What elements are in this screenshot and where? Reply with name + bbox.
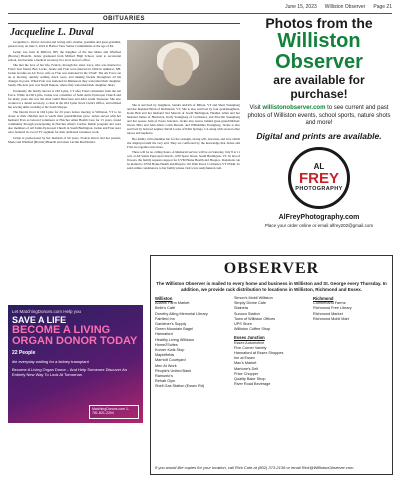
location-item: Home2Suites <box>155 342 178 347</box>
williston-list <box>155 296 230 390</box>
obituaries-section <box>8 16 240 172</box>
section-label: OBITUARIES <box>8 16 240 24</box>
header-page: Page 21 <box>373 4 392 10</box>
location-item: Five Corner Variety <box>234 345 267 350</box>
obituary-photo <box>127 40 240 100</box>
distribution-box <box>150 255 393 475</box>
location-item: Gardener's Supply <box>155 322 187 327</box>
location-item: Sunoco Station <box>234 311 260 316</box>
ad-tagline: Become A Living Organ Donor... And Help Someone Discover An Entirely New Way To Look At Tomorrow. <box>12 367 127 377</box>
location-item: Simon's Mobil Williston <box>234 296 273 300</box>
promo-body-post: to see current and past photos of Williston events, school sports, nature shots and more! <box>247 105 391 126</box>
town-title: Essex Junction <box>234 335 265 341</box>
location-item: Maplefields <box>155 353 175 358</box>
obit-paragraph: She is survived by daughters, Sandra Aldrich of Milton, VT and Sheri Youngberg and her husband Brian of Richmond, VT. She is also survived by four granddaughters, Katie Bell and her husband Tad Moretti of South Burlington, Heather Allen and her husband James of Hardwick, Kelly Youngberg of Colchester, and Priscilla Youngberg and her spouse Sam of Essex Junction. Jackie also leaves behind great-grandchildren: Owen, Milo and John Allen, Colin Moretti, and Wilhelmina Youngberg. Jackie is also survived by beloved nephew David Locke of Palm Springs, CA along with several other nieces and nephews. <box>127 103 240 135</box>
location-item: UPS Store <box>234 322 252 327</box>
ad-headline-2: BECOME A LIVING ORGAN DONOR TODAY <box>12 324 138 347</box>
obituary-name: Jacqueline L. Duval <box>10 27 94 38</box>
location-item: Essex Automotive <box>234 340 265 345</box>
location-item: Town of Williston Offices <box>234 316 276 321</box>
location-item: River Road Beverage <box>234 382 271 387</box>
promo-brand: Williston Observer <box>275 30 363 73</box>
promo-line-1: Photos from the <box>265 15 373 31</box>
location-item: Martone's Deli <box>234 366 259 371</box>
header-rule <box>8 13 392 14</box>
location-item: Richmond Mobil Mart <box>313 316 349 321</box>
frey-order-text: Place your order online or email alfrey202@gmail.com <box>264 222 374 228</box>
observer-logo: OBSERVER <box>223 260 320 277</box>
location-item: Quality Bake Shop <box>234 377 266 382</box>
location-item: Richmond Free Library <box>313 306 352 311</box>
promo-body <box>245 105 393 128</box>
location-item: Rehab Gym <box>155 379 176 384</box>
obit-paragraph: Jackie was born in Milford, NH, the daughter of the late Marie and Winifred (Bowler) Bianchi. Jackie graduated from Milford High School, went to secretarial school, and became a medical secretary in a local doctor's office. <box>8 49 121 62</box>
location-item: Cumberland Farms <box>313 301 346 306</box>
location-item: Dorothy Alling Memorial Library <box>155 311 208 316</box>
location-item: Mac's Market <box>234 361 257 366</box>
location-item: Marriott Courtyard <box>155 358 186 363</box>
ad-headline-1: SAVE A LIFE <box>12 315 67 325</box>
location-item: Korner Kwik Stop <box>155 348 185 353</box>
location-item: Belle's Café <box>155 306 176 311</box>
logo-frey: FREY <box>298 170 339 187</box>
mid-list <box>234 296 309 390</box>
organ-donor-ad[interactable] <box>8 305 143 423</box>
logo-photography: PHOTOGRAPHY <box>295 186 343 192</box>
location-item: Ramunto's <box>155 374 174 379</box>
richmond-list <box>313 296 388 390</box>
obit-paragraph: Her family will remember her for her strength, strong will, devotion, and love which she displayed until the very end. They are comforted by the knowledge that Jackie and Fran are together once more. <box>127 136 240 149</box>
obit-paragraph: There will be no calling hours. A Memorial service will be on Saturday, July 8 at 11 a.m. at All Saints Episcopal Church, 1250 Spear Street, South Burlington, VT. In lieu of flowers, the family requests support for UVM Home Health and Hospice. Donations can be mailed to UVM Home Health and Hospice 110 Prim Road, Colchester, VT 05446. To send online condolences to her family please visit www.readyfuneral.com. <box>127 150 240 170</box>
obituary-column-1 <box>8 40 121 172</box>
distribution-intro: The Williston Observer is mailed to every home and business in Williston and St. George every Thursday. In addition, we provide rack distribution to locations in Williston, Richmond and Essex. <box>156 281 387 292</box>
ad-small-text: die everyday waiting for a kidney transplant <box>12 359 89 364</box>
location-item: People's United Bank <box>155 368 192 373</box>
location-item: Green Mountain Bagel <box>155 327 193 332</box>
distribution-footer: If you would like copies for your location, call Rick Cote at (802) 373-2136 or email Rick@WillistonObserver.com <box>155 465 354 470</box>
promo-website-link[interactable]: willistonobserver.com <box>262 105 326 111</box>
obit-paragraph: She met the love of her life, Francis, through her sister Lucy, who was married to Fran's best friend, Bob Locke. Jackie and Fran were married in 1960 in Amherst, NH. Jackie became an Air Force wife as Fran was stationed in the USAF. The Air Force set up at moving, quickly settling down roots, and making friends throughout all his changes in posts. When Fran was stationed in Minnesota they welcomed their daughter, Sandy. His next post was North Dakota, where they welcomed their daughter, Shari. <box>8 63 121 87</box>
location-item: Williston Coffee Shop <box>234 327 271 332</box>
location-item: Healthy Living Williston <box>155 337 195 342</box>
location-item: Men At Work <box>155 363 177 368</box>
obit-paragraph: The Duvals lived in Old Lyme for 29 years before moving to Williston, VT to be closer to their children and to watch their grandchildren grow. Jackie served with her husband Fran as beloved volunteers at Fletcher Allen Health Care for 15 years, found community through participating in Fletcher Allen's Cardiac Rehab program and were also members of All Saints Episcopal Church in South Burlington. Jackie and Fran were once featured in a local TV segment for their dedicated volunteer work. <box>8 110 121 134</box>
obit-paragraph: Jackie is predeceased by her husband of 66 years, Francis Duval and her parents, Marie and Winifred (Bowler) Bianchi and sister Lucille MacDonald. <box>8 135 121 144</box>
location-item: Hannaford <box>155 332 173 337</box>
location-item: Hannaford at Essex Shoppes <box>234 351 284 356</box>
promo-body-pre: Visit <box>249 105 263 111</box>
obituary-column-2 <box>127 40 240 172</box>
ad-people: 22 People <box>12 350 36 356</box>
obit-paragraph: Eventually the family moved to Old Lyme, CT after Fran's retirement from the Air Force. While in Old Lyme, Jackie was a member of Saint Ann's Episcopal Church and for many years she was the Altar Guild Directress and Altar Guild Treasurer. She also worked at a dental secretary, a clerk in the Old Lyme Town Clerk's Office, and utilized her sewing skills working at the Seam Shoppe. <box>8 88 121 109</box>
location-item: Inn at Essex <box>234 356 255 361</box>
logo-al: AL <box>313 162 325 171</box>
photo-promo <box>245 16 393 228</box>
location-item: Richmond Market <box>313 311 343 316</box>
promo-italic: Digital and prints are available. <box>256 130 382 141</box>
header-paper: Williston Observer <box>324 4 366 10</box>
frey-website-link[interactable]: AlFreyPhotography.com <box>278 213 360 221</box>
al-frey-logo <box>288 147 350 209</box>
ad-top-line: Let MatchingDonors.com Help you <box>12 309 82 314</box>
obit-paragraph: Jacqueline L. Duval, devoted and loving wife, mother, grandma and great-grandma, passed away on June 5, 2023 at Harbor View Senior Communities at the age of 84. <box>8 40 121 48</box>
town-title: Richmond <box>313 296 334 301</box>
town-title: Williston <box>155 296 173 301</box>
location-item: Shell Gas Station (Essex Rd) <box>155 384 205 389</box>
promo-line-2: are available for purchase! <box>273 73 365 101</box>
location-item: Adams Farm Market <box>155 301 190 306</box>
header-date: June 15, 2023 <box>285 4 317 10</box>
location-item: Price Chopper <box>234 371 259 376</box>
ad-site-box: MatchingDonors.com 1-781-821-2204 <box>89 405 139 419</box>
location-item: Staineta <box>234 306 248 311</box>
location-item: Simply Divine Cafe <box>234 301 267 306</box>
location-item: Fairfield Inn <box>155 316 175 321</box>
